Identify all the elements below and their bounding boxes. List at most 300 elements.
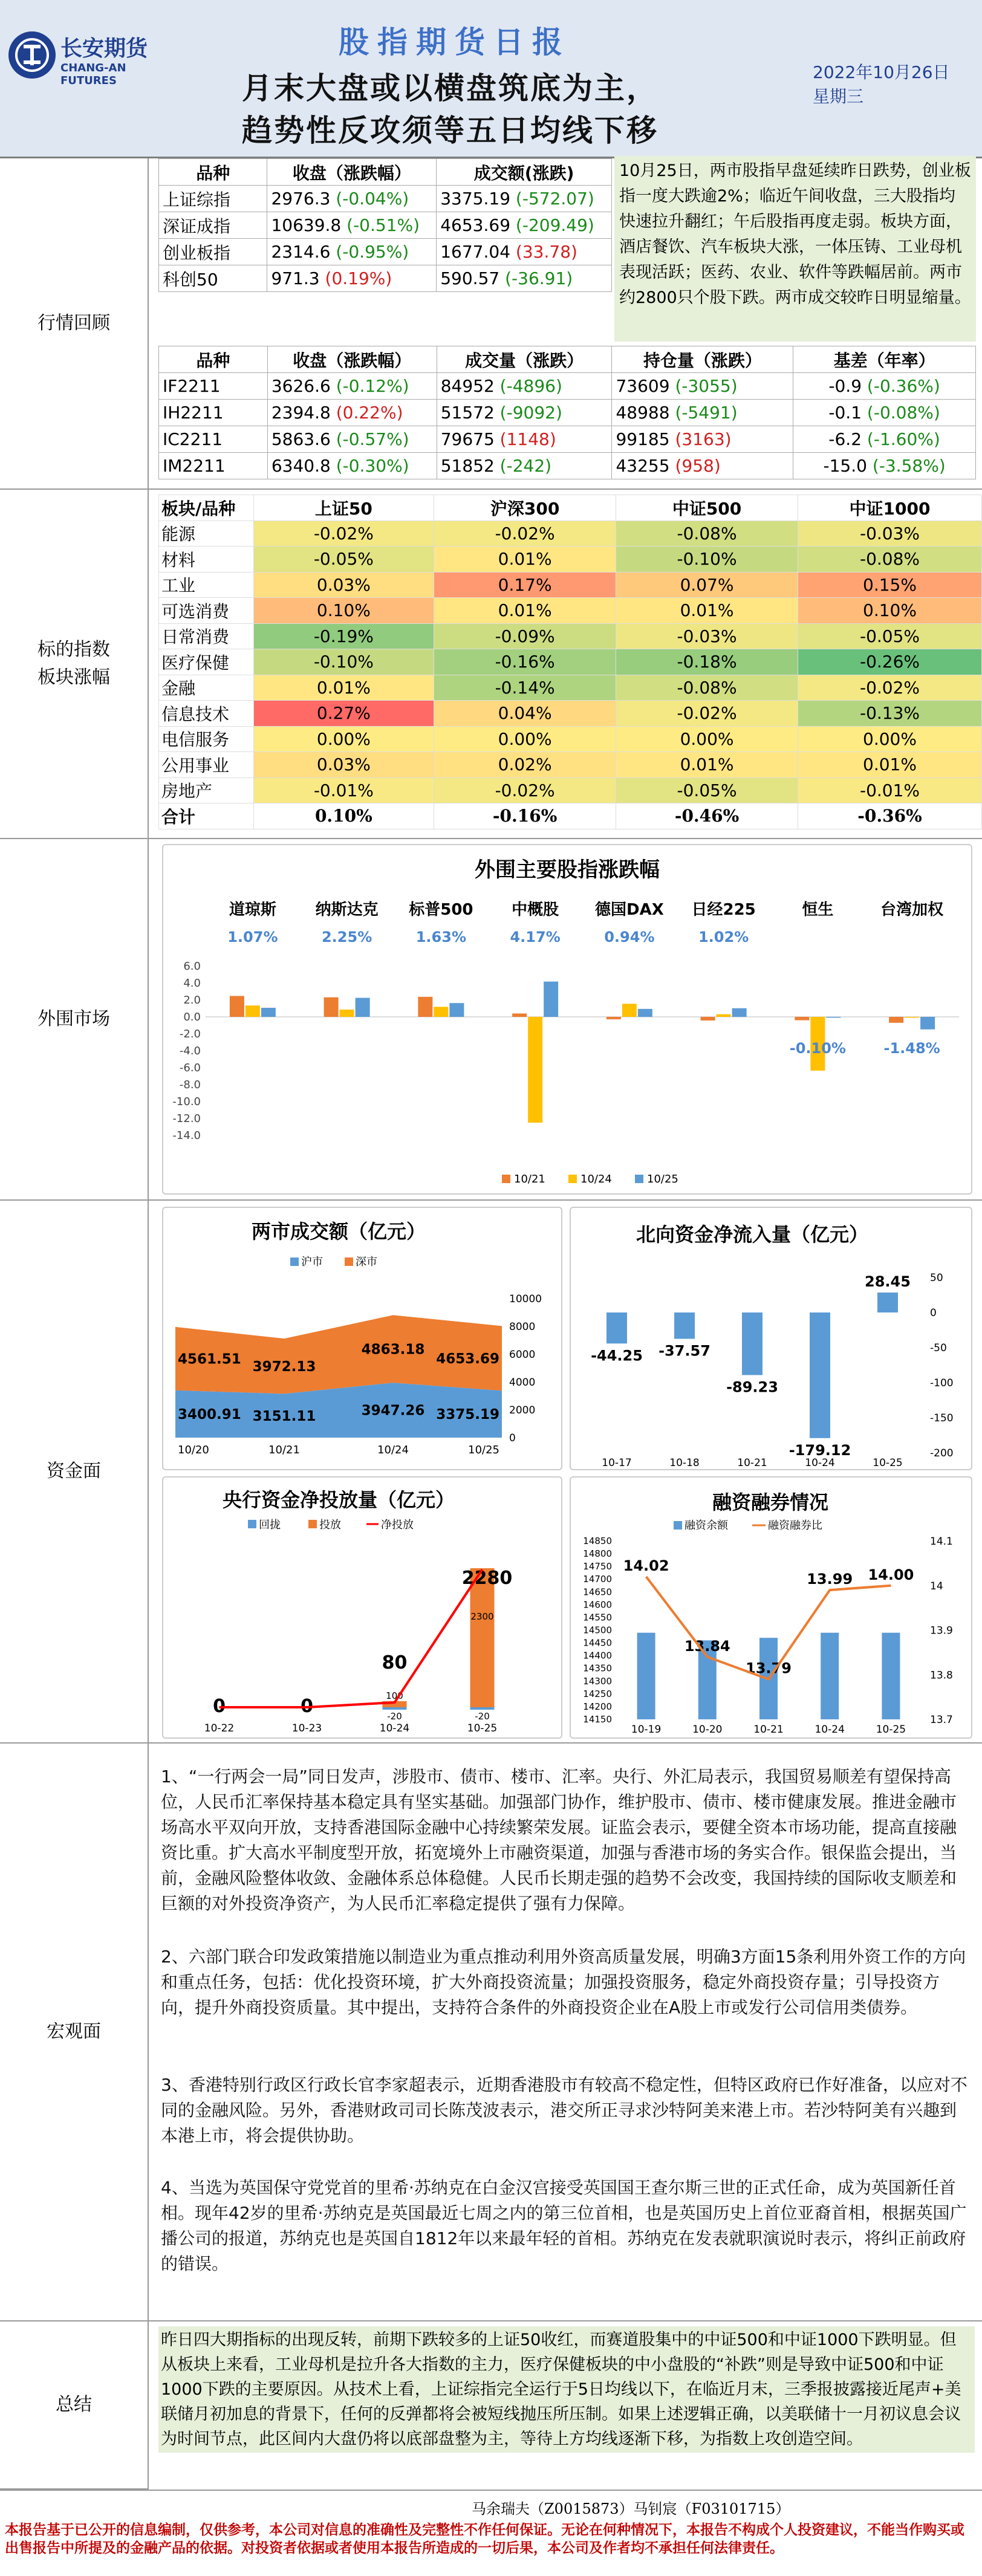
sector-value: 0.02%: [434, 752, 616, 778]
contract-name: IC2211: [159, 426, 268, 453]
table-row: [159, 701, 982, 727]
bar-withdraw: [383, 1707, 407, 1710]
col-header: 成交额(涨跌): [437, 159, 612, 186]
contract-oi: 73609 (-3055): [612, 373, 793, 400]
contract-basis: -0.9 (-0.36%): [793, 373, 976, 400]
bar: [324, 998, 339, 1017]
x-tick-label: 10-20: [692, 1724, 723, 1736]
futures-table: [158, 346, 976, 479]
y-tick-label: 14600: [583, 1599, 612, 1611]
section-label-summary: 总结: [0, 2321, 149, 2490]
net-label: 0: [213, 1696, 226, 1717]
contract-oi: 43255 (958): [612, 453, 793, 479]
overseas-index-chart: [163, 845, 971, 1193]
y-tick-label: -50: [930, 1342, 947, 1354]
contract-basis: -0.1 (-0.08%): [793, 400, 976, 426]
legend-swatch: [308, 1520, 317, 1528]
y-tick-label: -2.0: [179, 1028, 201, 1040]
contract-close: 5863.6 (-0.57%): [267, 426, 437, 453]
margin-financing-chart: [571, 1478, 971, 1737]
legend-swatch: [248, 1520, 256, 1528]
bar: [340, 1010, 354, 1017]
report-title: 股指期货日报: [339, 25, 571, 60]
data-label: -89.23: [726, 1378, 778, 1396]
brand-logo: [8, 28, 166, 88]
sector-value: -0.05%: [798, 623, 982, 649]
bar: [418, 997, 432, 1017]
data-label: 3375.19: [436, 1407, 499, 1423]
sector-value: -0.18%: [616, 649, 798, 675]
table-row: [159, 521, 982, 547]
macro-paragraph-3: 3、香港特别行政区行政长官李家超表示，近期香港股市有较高不稳定性，但特区政府已作好准备，以应对不同的金融风险。另外，香港财政司司长陈茂波表示，港交所正寻求沙特阿美来港上市。若沙特阿美有兴趣到本港上市，将会提供协助。: [161, 2075, 967, 2146]
legend-swatch: [568, 1175, 577, 1183]
data-label: -1.48%: [883, 1040, 940, 1057]
y-tick-label: 14200: [583, 1701, 612, 1712]
sector-name: 信息技术: [159, 701, 254, 727]
sector-name: 公用事业: [159, 752, 254, 778]
bar: [795, 1017, 809, 1020]
chart-title: 北向资金净流入量（亿元）: [636, 1223, 869, 1246]
legend-swatch: [502, 1175, 510, 1183]
legend-swatch: [290, 1257, 299, 1266]
sector-value: -0.01%: [253, 777, 434, 803]
y-tick-label: -200: [930, 1447, 954, 1459]
sector-value: 0.00%: [616, 726, 798, 752]
col-header: 持仓量（涨跌）: [612, 346, 793, 373]
sector-value: -0.19%: [253, 623, 434, 649]
legend-label: 10/24: [580, 1173, 612, 1186]
table-row: [159, 373, 976, 400]
divider: [0, 1199, 982, 1201]
category-label: 标普500: [409, 901, 473, 919]
sector-name: 可选消费: [159, 598, 254, 624]
y-tick-label: -150: [930, 1412, 954, 1424]
report-weekday: 星期三: [813, 86, 864, 106]
y2-tick-label: 13.9: [930, 1624, 953, 1637]
category-label: 道琼斯: [229, 901, 276, 919]
withdraw-label: -20: [475, 1711, 490, 1722]
col-header: 中证500: [616, 495, 798, 521]
bar: [742, 1312, 763, 1375]
total-value: -0.16%: [434, 803, 616, 829]
legend-label: 净投放: [381, 1519, 414, 1531]
legend-swatch: [345, 1257, 353, 1266]
bar: [544, 982, 558, 1017]
y-tick-label: 14250: [583, 1688, 612, 1699]
data-label: -37.57: [658, 1342, 710, 1360]
table-row: [159, 239, 612, 265]
x-tick-label: 10-21: [737, 1457, 767, 1469]
chart-title: 央行资金净投放量（亿元）: [222, 1488, 455, 1511]
y-tick-label: 14300: [583, 1675, 612, 1687]
section-label-overseas: 外围市场: [0, 839, 149, 1201]
sector-value: -0.13%: [798, 701, 982, 727]
total-value: -0.46%: [616, 803, 798, 829]
withdraw-label: -20: [387, 1711, 402, 1722]
x-tick-label: 10-17: [602, 1457, 632, 1469]
bar: [622, 1004, 637, 1017]
index-name: 科创50: [159, 265, 267, 292]
category-label: 恒生: [802, 901, 834, 919]
sector-value: -0.03%: [616, 623, 798, 649]
sector-value: 0.01%: [616, 752, 798, 778]
total-label: 合计: [159, 803, 254, 829]
y-tick-label: -100: [930, 1377, 954, 1389]
sector-value: -0.02%: [434, 521, 616, 547]
chart-title: 两市成交额（亿元）: [251, 1220, 426, 1243]
data-label: 13.99: [807, 1571, 853, 1588]
sector-value: -0.02%: [434, 777, 616, 803]
sector-value: -0.10%: [616, 547, 798, 573]
table-row: [159, 623, 982, 649]
table-row: [159, 572, 982, 598]
total-value: -0.36%: [798, 803, 982, 829]
sector-name: 电信服务: [159, 726, 254, 752]
y-tick-label: -8.0: [179, 1079, 201, 1091]
data-label: 13.84: [684, 1637, 730, 1655]
sector-value: 0.07%: [616, 572, 798, 598]
legend-label: 10/25: [647, 1173, 678, 1186]
sector-value: -0.14%: [434, 675, 616, 701]
legend-label: 融资余额: [684, 1519, 728, 1532]
divider: [0, 2490, 982, 2491]
col-header: 品种: [159, 159, 267, 186]
legend-swatch: [674, 1521, 682, 1530]
contract-volume: 51852 (-242): [437, 453, 612, 479]
macro-paragraph-2: 2、六部门联合印发政策措施以制造业为重点推动利用外资高质量发展，明确3方面15条利用外资工作的方向和重点任务，包括：优化投资环境，扩大外商投资流量；加强投资服务，稳定外商投资存量；引导投资方向，提升外商投资质量。其中提出，支持符合条件的外商投资企业在A股上市或发行公司信用类债券。: [161, 1947, 966, 2017]
market-review-text: 10月25日，两市股指早盘延续昨日跌势，创业板指一度大跌逾2%；临近午间收盘，三大股指均快速拉升翻红；午后股指再度走弱。板块方面，酒店餐饮、汽车板块大涨，一体压铸、工业母机表现活跃；医药、农业、软件等跌幅居前。两市约2800只个股下跌。两市成交较昨日明显缩量。: [614, 156, 976, 342]
net-label: 80: [382, 1652, 408, 1673]
sector-name: 工业: [159, 572, 254, 598]
data-label: -0.10%: [789, 1040, 846, 1057]
y-tick-label: 14350: [583, 1663, 612, 1674]
headline-line-1: 月末大盘或以横盘筑底为主，: [242, 71, 658, 106]
bar: [356, 998, 370, 1017]
pboc-chart-panel: [162, 1476, 562, 1739]
table-row: [159, 649, 982, 675]
col-header: 成交量（涨跌）: [437, 346, 612, 373]
y-tick-label: 14400: [583, 1650, 612, 1661]
bar: [821, 1633, 839, 1719]
sector-value: -0.08%: [616, 521, 798, 547]
turnover-chart-panel: [162, 1207, 562, 1470]
y-tick-label: 6.0: [183, 960, 201, 973]
bar: [449, 1003, 464, 1017]
bar: [882, 1633, 900, 1719]
logo-en-text: CHANG-AN FUTURES: [60, 62, 126, 87]
y-tick-label: 14550: [583, 1612, 612, 1623]
y-tick-label: 50: [930, 1272, 943, 1284]
sector-name: 日常消费: [159, 623, 254, 649]
col-header: 收盘（涨跌幅）: [267, 346, 437, 373]
contract-close: 6340.8 (-0.30%): [267, 453, 437, 479]
y-tick-label: -4.0: [179, 1045, 201, 1057]
data-label: 3947.26: [361, 1403, 425, 1419]
x-tick-label: 10-25: [876, 1724, 906, 1736]
y-tick-label: 14700: [583, 1574, 612, 1585]
y-tick-label: 14650: [583, 1586, 612, 1598]
data-label: 1.02%: [698, 929, 749, 946]
sector-name: 房地产: [159, 777, 254, 803]
data-label: 1.63%: [415, 929, 467, 946]
divider: [0, 1742, 982, 1744]
sector-value: 0.10%: [798, 598, 982, 624]
y2-tick-label: 14: [930, 1580, 943, 1592]
sector-value: -0.03%: [798, 521, 982, 547]
sector-value: -0.05%: [616, 777, 798, 803]
sector-value: 0.00%: [798, 726, 982, 752]
index-table: [158, 158, 612, 292]
y-tick-label: 10000: [509, 1293, 542, 1305]
col-header: 中证1000: [798, 495, 982, 521]
sector-value: 0.03%: [253, 572, 434, 598]
total-value: 0.10%: [253, 803, 434, 829]
logo-cn-text: 长安期货: [60, 36, 148, 61]
bar: [877, 1293, 898, 1312]
bar: [606, 1312, 627, 1343]
index-amount: 3375.19 (-572.07): [437, 186, 612, 212]
sector-name: 金融: [159, 675, 254, 701]
sector-value: 0.03%: [253, 752, 434, 778]
index-amount: 4653.69 (-209.49): [437, 212, 612, 239]
section-label-macro: 宏观面: [0, 1744, 149, 2321]
y2-tick-label: 13.8: [930, 1669, 953, 1682]
table-row: [159, 426, 976, 453]
chart-title: 融资融券情况: [712, 1491, 829, 1514]
table-row: [159, 265, 612, 292]
data-label: 3400.91: [178, 1406, 241, 1423]
footer-authors: 马余瑞夫（Z0015873）马钊宸（F03101715）: [472, 2500, 790, 2517]
data-label: 14.02: [623, 1557, 669, 1574]
northbound-chart-panel: [570, 1207, 972, 1470]
bar-withdraw: [470, 1707, 495, 1710]
pboc-net-injection-chart: [163, 1478, 561, 1737]
index-name: 上证综指: [159, 186, 267, 212]
sector-value: 0.00%: [253, 726, 434, 752]
data-label: 14.00: [868, 1566, 914, 1583]
x-tick-label: 10-19: [631, 1724, 662, 1736]
x-tick-label: 10-21: [753, 1724, 784, 1736]
x-tick-label: 10-25: [467, 1722, 498, 1734]
bar: [920, 1017, 935, 1030]
contract-volume: 84952 (-4896): [437, 373, 612, 400]
disclaimer-text: 本报告基于已公开的信息编制，仅供参考，本公司对信息的准确性及完整性不作任何保证。无论在何种情况下，本报告不构成个人投资建议，不能当作购买或出售报告中所提及的金融产品的依据。对投资者依据或者使用本报告所造成的一切后果，本公司及作者均不承担任何法律责任。: [5, 2522, 964, 2556]
sector-value: 0.00%: [434, 726, 616, 752]
sector-value: 0.15%: [798, 572, 982, 598]
col-header: 沪深300: [434, 495, 616, 521]
bar: [434, 1007, 448, 1017]
contract-basis: -15.0 (-3.58%): [793, 453, 976, 479]
bar: [246, 1005, 260, 1017]
section-label-review: 行情回顾: [0, 158, 149, 490]
bar: [889, 1017, 903, 1023]
index-amount: 590.57 (-36.91): [437, 265, 612, 292]
y-tick-label: 4000: [509, 1377, 536, 1389]
x-tick-label: 10-18: [669, 1457, 700, 1469]
contract-name: IH2211: [159, 400, 268, 426]
col-header: 品种: [159, 346, 268, 373]
section-label-funds: 资金面: [0, 1201, 149, 1744]
bar: [512, 1013, 527, 1017]
category-label: 台湾加权: [880, 901, 944, 919]
category-label: 纳斯达克: [315, 901, 379, 919]
y-tick-label: 14450: [583, 1637, 612, 1649]
data-label: 28.45: [865, 1273, 911, 1290]
contract-close: 2394.8 (0.22%): [267, 400, 437, 426]
category-label: 日经225: [691, 901, 756, 919]
sector-heatmap-table: [158, 495, 982, 829]
index-name: 创业板指: [159, 239, 267, 265]
legend-label: 10/21: [514, 1173, 545, 1186]
contract-volume: 51572 (-9092): [437, 400, 612, 426]
report-date: 2022年10月26日: [813, 62, 950, 82]
contract-oi: 99185 (3163): [612, 426, 793, 453]
bar: [230, 996, 244, 1017]
contract-close: 3626.6 (-0.12%): [267, 373, 437, 400]
logo-emblem-icon: [8, 31, 56, 79]
table-row: [159, 547, 982, 573]
index-name: 深证成指: [159, 212, 267, 239]
y-tick-label: 6000: [509, 1349, 536, 1361]
sector-value: 0.27%: [253, 701, 434, 727]
y-tick-label: 14500: [583, 1624, 612, 1636]
sector-value: 0.17%: [434, 572, 616, 598]
y-tick-label: 0: [509, 1432, 516, 1444]
x-tick-label: 10/20: [178, 1444, 209, 1456]
table-row: [159, 186, 612, 212]
bar: [606, 1017, 621, 1019]
table-row: [159, 675, 982, 701]
legend-label: 投放: [319, 1519, 341, 1531]
table-row: [159, 598, 982, 624]
bar: [701, 1017, 715, 1020]
data-label: 4653.69: [436, 1351, 499, 1367]
table-row: [159, 453, 976, 479]
summary-text: 昨日四大期指标的出现反转，前期下跌较多的上证50收红，而赛道股集中的中证500和中证1000下跌明显。但从板块上来看，工业母机是拉升各大指数的主力，医疗保健板块的中小盘股的“补跌”则是导致中证500和中证1000下跌的主要原因。从技术上看，上证综指完全运行于5日均线以下，在临近月末，三季报披露接近尾声+美联储月初加息的背景下，任何的反弹都将会被短线抛压所压制。如果上述逻辑正确，以美联储十一月初议息会议为时间节点，此区间内大盘仍将以底部盘整为主，等待上方均线逐渐下移，为指数上攻创造空间。: [158, 2326, 975, 2453]
inject-label: 100: [386, 1690, 403, 1701]
divider: [0, 838, 982, 839]
data-label: 4863.18: [361, 1342, 425, 1358]
sector-value: -0.02%: [616, 701, 798, 727]
sector-name: 医疗保健: [159, 649, 254, 675]
y-tick-label: 14750: [583, 1561, 612, 1572]
col-header: 基差（年率）: [793, 346, 976, 373]
x-tick-label: 10-24: [805, 1457, 835, 1469]
y-tick-label: -12.0: [172, 1112, 201, 1125]
chart-title: 外围主要股指涨跌幅: [475, 858, 660, 882]
data-label: 13.79: [746, 1659, 792, 1677]
y2-tick-label: 13.7: [930, 1714, 953, 1726]
col-header: 收盘（涨跌幅）: [267, 159, 437, 186]
index-close: 2976.3 (-0.04%): [267, 186, 437, 212]
data-label: 1.07%: [227, 929, 278, 946]
sector-value: -0.16%: [434, 649, 616, 675]
sector-value: -0.02%: [798, 675, 982, 701]
y-tick-label: 8000: [509, 1321, 536, 1333]
y-tick-label: 0.0: [183, 1011, 201, 1024]
macro-paragraph-1: 1、“一行两会一局”同日发声，涉股市、债市、楼市、汇率。央行、外汇局表示，我国贸易顺差有望保持高位，人民币汇率保持基本稳定具有坚实基础。加强部门协作，维护股市、债市、楼市健康发展。推进金融市场高水平双向开放，支持香港国际金融中心持续繁荣发展。证监会表示，要健全资本市场功能，提高直接融资比重。扩大高水平制度型开放，拓宽境外上市融资渠道，加强与香港市场的务实合作。银保监会提出，当前，金融风险整体收敛、金融体系总体稳健。人民币长期走强的趋势不会改变，我国持续的国际收支顺差和巨额的对外投资净资产，为人民币汇率稳定提供了强有力保障。: [161, 1767, 957, 1913]
y-tick-label: -10.0: [172, 1095, 201, 1108]
sector-value: -0.10%: [253, 649, 434, 675]
y-tick-label: 4.0: [183, 977, 201, 990]
inject-label: 2300: [470, 1611, 494, 1622]
y-tick-label: 14150: [583, 1714, 612, 1725]
sector-value: 0.01%: [253, 675, 434, 701]
x-tick-label: 10/24: [377, 1444, 409, 1456]
bar: [674, 1312, 695, 1339]
bar: [637, 1633, 655, 1719]
y2-tick-label: 14.1: [930, 1536, 953, 1548]
contract-oi: 48988 (-5491): [612, 400, 793, 426]
sector-value: 0.01%: [798, 752, 982, 778]
net-label: 2280: [461, 1568, 513, 1589]
col-header: 板块/品种: [159, 495, 254, 521]
contract-basis: -6.2 (-1.60%): [793, 426, 976, 453]
y-tick-label: 2.0: [183, 994, 201, 1007]
y-tick-label: 14800: [583, 1548, 612, 1560]
bar: [638, 1009, 652, 1017]
net-line: [219, 1569, 483, 1707]
index-close: 971.3 (0.19%): [267, 265, 437, 292]
y-tick-label: 0: [930, 1307, 937, 1319]
report-header: [0, 0, 982, 158]
legend-swatch: [635, 1175, 643, 1183]
contract-name: IM2211: [159, 453, 268, 479]
data-label: 4.17%: [510, 929, 561, 946]
sector-value: 0.01%: [616, 598, 798, 624]
sector-value: -0.02%: [253, 521, 434, 547]
sector-value: -0.01%: [798, 777, 982, 803]
x-tick-label: 10-24: [815, 1724, 845, 1736]
index-close: 2314.6 (-0.95%): [267, 239, 437, 265]
legend-label: 融资融券比: [768, 1519, 822, 1532]
sector-value: -0.05%: [253, 547, 434, 573]
data-label: -44.25: [591, 1347, 643, 1364]
divider: [0, 2320, 982, 2321]
sector-name: 材料: [159, 547, 254, 573]
contract-volume: 79675 (1148): [437, 426, 612, 453]
contract-name: IF2211: [159, 373, 268, 400]
divider: [0, 488, 982, 490]
index-amount: 1677.04 (33.78): [437, 239, 612, 265]
bar: [717, 1014, 731, 1017]
sector-value: 0.10%: [253, 598, 434, 624]
sector-value: 0.04%: [434, 701, 616, 727]
section-label-sector: 标的指数 板块涨幅: [0, 490, 149, 839]
sector-value: 0.01%: [434, 547, 616, 573]
x-tick-label: 10-23: [291, 1722, 322, 1734]
x-tick-label: 10-24: [379, 1722, 410, 1734]
margin-chart-panel: [570, 1476, 972, 1739]
bar: [732, 1008, 747, 1017]
x-tick-label: 10-22: [204, 1722, 235, 1734]
macro-paragraph-4: 4、当选为英国保守党党首的里希·苏纳克在白金汉宫接受英国国王查尔斯三世的正式任命，成为英国新任首相。现年42岁的里希·苏纳克是英国最近七周之内的第三位首相，也是英国历史上首位亚裔首相，根据英国广播公司的报道，苏纳克也是英国自1812年以来最年轻的首相。苏纳克在发表就职演说时表示，将纠正前政府的错误。: [161, 2178, 967, 2274]
sector-value: -0.08%: [798, 547, 982, 573]
turnover-chart: [163, 1208, 561, 1469]
legend-label: 沪市: [301, 1256, 323, 1268]
sector-value: -0.26%: [798, 649, 982, 675]
table-row: [159, 726, 982, 752]
bar: [261, 1008, 276, 1017]
data-label: 4561.51: [178, 1351, 241, 1367]
table-row: [159, 777, 982, 803]
data-label: 3151.11: [252, 1408, 316, 1424]
table-row: [159, 212, 612, 239]
sector-value: -0.09%: [434, 623, 616, 649]
table-row: [159, 400, 976, 426]
data-label: 0.94%: [604, 929, 655, 946]
x-tick-label: 10/21: [268, 1444, 300, 1456]
